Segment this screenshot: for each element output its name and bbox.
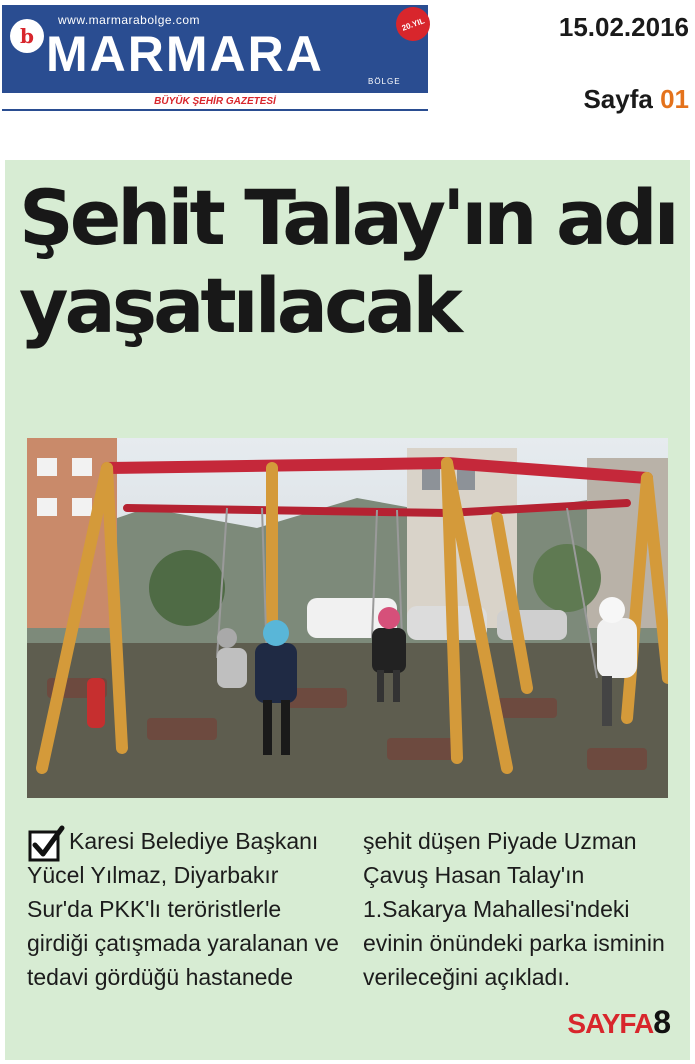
tagline: BÜYÜK ŞEHİR GAZETESİ xyxy=(2,94,428,110)
masthead-logo xyxy=(2,5,428,93)
brand-subtitle: BÖLGE xyxy=(368,77,401,86)
brand-name: MARMARA xyxy=(46,26,324,82)
tagline-divider xyxy=(2,109,428,111)
article-body-column-2: şehit düşen Piyade Uzman Çavuş Hasan Talay'ın 1.Sakarya Mahallesi'ndeki evinin önündeki parka isminin verileceğini açıkladı. xyxy=(363,828,665,990)
article-headline: Şehit Talay'ın adı yaşatılacak xyxy=(19,173,676,350)
site-url: www.marmarabolge.com xyxy=(58,13,201,27)
continued-label: SAYFA xyxy=(567,1008,654,1039)
continued-page-number: 8 xyxy=(653,1004,670,1040)
continued-page-link[interactable] xyxy=(567,1004,670,1041)
article-body-column-1: Karesi Belediye Başkanı Yücel Yılmaz, Diyarbakır Sur'da PKK'lı teröristlerle girdiği çatışmada yaralanan ve tedavi gördüğü hastanede xyxy=(27,828,339,990)
logo-mark-icon: b xyxy=(10,19,44,53)
page-number: 01 xyxy=(660,84,689,114)
issue-date: 15.02.2016 xyxy=(558,12,689,42)
anniversary-badge: 20.YIL xyxy=(391,2,435,46)
article-clipping xyxy=(5,160,690,1060)
page-label: Sayfa xyxy=(583,84,653,114)
playground-swings-photo xyxy=(27,438,668,798)
page-reference xyxy=(583,84,689,115)
